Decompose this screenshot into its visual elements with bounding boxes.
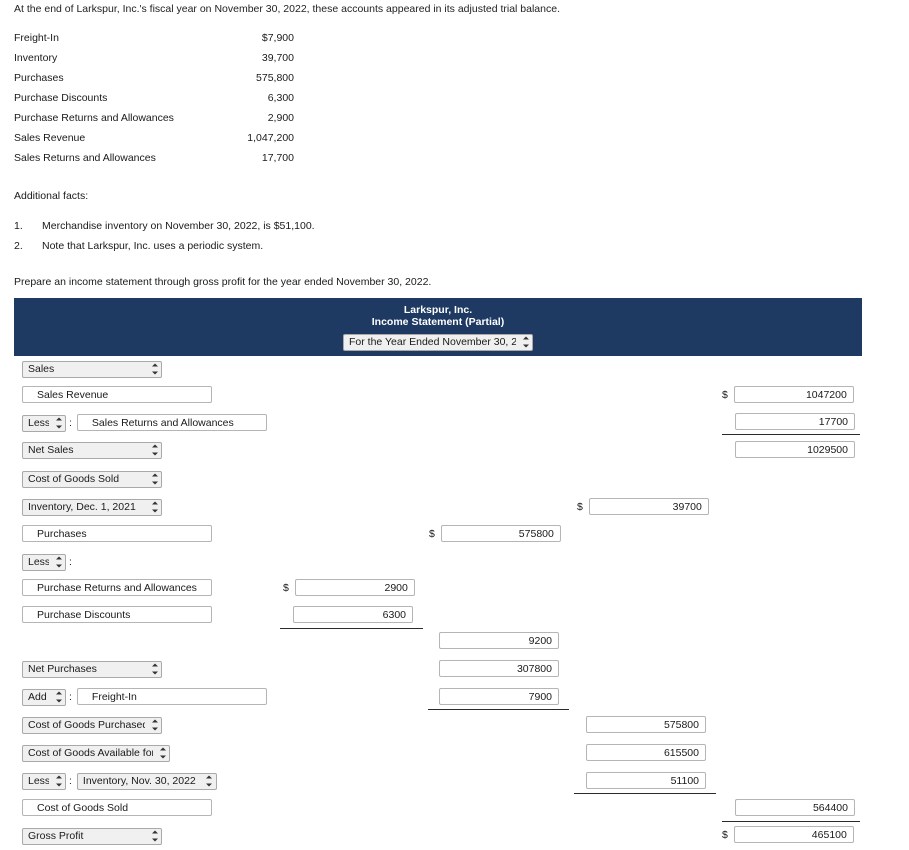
cogs-available-amount-input[interactable]: [586, 744, 706, 761]
gross-profit-amount-input[interactable]: [734, 826, 854, 843]
row-inventory-begin-amount: [577, 498, 709, 515]
net-purchases-select-wrapper[interactable]: [22, 659, 162, 678]
table-row: [14, 88, 314, 108]
subtotal-rule: [722, 434, 860, 435]
less-3-select[interactable]: [22, 773, 66, 790]
inventory-end-amount-input[interactable]: [586, 772, 706, 789]
account-amount: 1,047,200: [247, 132, 294, 144]
purchase-returns-amount-input[interactable]: [295, 579, 415, 596]
account-amount: 2,900: [267, 112, 294, 124]
account-label: Inventory: [14, 52, 58, 64]
row-sales-header: [22, 359, 162, 378]
row-less-2: [22, 552, 77, 571]
row-inventory-end-amount: [586, 772, 706, 789]
intro-text: At the end of Larkspur, Inc.'s fiscal year on November 30, 2022, these accounts appeared in its adjusted trial balance.: [14, 3, 560, 15]
dollar-sign: $: [283, 581, 289, 594]
row-cogs-purchased: [22, 715, 162, 734]
row-sales-returns: [22, 413, 267, 432]
colon-separator: :: [69, 416, 72, 429]
sales-revenue-label-input[interactable]: [22, 386, 212, 403]
statement-header-band: [14, 298, 862, 356]
cogs-purchased-select-wrapper[interactable]: [22, 715, 162, 734]
row-purchase-returns-amount: [283, 579, 415, 596]
trial-balance-table: [14, 28, 314, 168]
row-purchase-discounts: [22, 606, 212, 623]
subtotal-rule: [428, 709, 569, 710]
account-amount: 6,300: [267, 92, 294, 104]
row-sales-revenue-amount: [722, 386, 854, 403]
table-row: [14, 128, 314, 148]
subtotal-rule: [574, 793, 716, 794]
account-label: Purchase Returns and Allowances: [14, 112, 174, 124]
table-row: [14, 148, 314, 168]
dollar-sign: $: [577, 500, 583, 513]
row-sales-returns-amount: [735, 413, 855, 430]
sales-revenue-amount-input[interactable]: [734, 386, 854, 403]
subtotal-rule: [722, 821, 860, 822]
row-cogs-purchased-amount: [586, 716, 706, 733]
net-purchases-amount-input[interactable]: [439, 660, 559, 677]
net-sales-amount-input[interactable]: [735, 441, 855, 458]
fact-text: Note that Larkspur, Inc. uses a periodic system.: [42, 240, 264, 252]
sales-returns-amount-input[interactable]: [735, 413, 855, 430]
cogs-total-amount-input[interactable]: [735, 799, 855, 816]
add-select-wrapper[interactable]: [22, 687, 66, 706]
sales-returns-label-input[interactable]: [77, 414, 267, 431]
account-amount: 575,800: [256, 72, 294, 84]
additional-facts-heading: Additional facts:: [14, 190, 89, 202]
instruction-text: Prepare an income statement through gross profit for the year ended November 30, 2022.: [14, 276, 432, 288]
row-purchase-discounts-amount: [293, 606, 413, 623]
period-select-wrapper[interactable]: [343, 332, 533, 351]
inventory-begin-select[interactable]: [22, 499, 162, 516]
less-2-select-wrapper[interactable]: [22, 552, 66, 571]
net-sales-select-wrapper[interactable]: [22, 440, 162, 459]
net-purchases-select[interactable]: [22, 661, 162, 678]
row-purchase-returns: [22, 579, 212, 596]
row-cogs-header: [22, 469, 162, 488]
fact-number: 1.: [14, 220, 23, 232]
inventory-begin-amount-input[interactable]: [589, 498, 709, 515]
inventory-end-select[interactable]: [77, 773, 217, 790]
dollar-sign: $: [429, 527, 435, 540]
fact-number: 2.: [14, 240, 23, 252]
account-amount: $7,900: [261, 32, 294, 44]
cogs-available-select[interactable]: [22, 745, 170, 762]
row-gross-profit: [22, 826, 162, 845]
table-row: [14, 48, 314, 68]
purchase-returns-label-input[interactable]: [22, 579, 212, 596]
row-inventory-end: [22, 771, 217, 790]
row-purchases-amount: [429, 525, 561, 542]
account-label: Purchase Discounts: [14, 92, 108, 104]
row-freight-in: [22, 687, 267, 706]
purchase-discounts-label-input[interactable]: [22, 606, 212, 623]
row-net-sales-amount: [735, 441, 855, 458]
colon-separator: :: [69, 774, 72, 787]
dollar-sign: $: [722, 828, 728, 841]
purchases-label-input[interactable]: [22, 525, 212, 542]
net-sales-select[interactable]: [22, 442, 162, 459]
table-row: [14, 68, 314, 88]
list-item: [14, 236, 714, 256]
row-total-deductions-amount: [439, 632, 559, 649]
row-net-purchases-amount: [439, 660, 559, 677]
row-purchases: [22, 525, 212, 542]
inventory-end-select-wrapper[interactable]: [77, 771, 217, 790]
row-cogs-total: [22, 799, 212, 816]
cogs-header-select-wrapper[interactable]: [22, 469, 162, 488]
row-cogs-available-amount: [586, 744, 706, 761]
cogs-purchased-select[interactable]: [22, 717, 162, 734]
gross-profit-select-wrapper[interactable]: [22, 826, 162, 845]
statement-title: Income Statement (Partial): [371, 316, 505, 328]
row-cogs-total-amount: [735, 799, 855, 816]
colon-separator: :: [69, 690, 72, 703]
total-deductions-amount-input[interactable]: [439, 632, 559, 649]
account-label: Purchases: [14, 72, 64, 84]
dollar-sign: $: [722, 388, 728, 401]
company-name: Larkspur, Inc.: [403, 304, 473, 316]
less-1-select[interactable]: [22, 415, 66, 432]
row-net-sales: [22, 440, 162, 459]
period-select[interactable]: [343, 334, 533, 351]
row-net-purchases: [22, 659, 162, 678]
purchases-amount-input[interactable]: [441, 525, 561, 542]
inventory-begin-select-wrapper[interactable]: [22, 497, 162, 516]
cogs-purchased-amount-input[interactable]: [586, 716, 706, 733]
cogs-total-label-input[interactable]: [22, 799, 212, 816]
account-label: Sales Revenue: [14, 132, 86, 144]
gross-profit-select[interactable]: [22, 828, 162, 845]
sales-header-select[interactable]: [22, 361, 162, 378]
account-label: Sales Returns and Allowances: [14, 152, 156, 164]
less-3-select-wrapper[interactable]: [22, 771, 66, 790]
list-item: [14, 216, 714, 236]
cogs-header-select[interactable]: [22, 471, 162, 488]
freight-in-label-input[interactable]: [77, 688, 267, 705]
account-amount: 39,700: [261, 52, 294, 64]
table-row: [14, 108, 314, 128]
subtotal-rule: [280, 628, 423, 629]
cogs-available-select-wrapper[interactable]: [22, 743, 170, 762]
row-freight-in-amount: [439, 688, 559, 705]
add-select[interactable]: [22, 689, 66, 706]
row-sales-revenue: [22, 386, 212, 403]
sales-header-select-wrapper[interactable]: [22, 359, 162, 378]
freight-in-amount-input[interactable]: [439, 688, 559, 705]
fact-text: Merchandise inventory on November 30, 2022, is $51,100.: [42, 220, 315, 232]
colon-separator: :: [69, 555, 72, 568]
account-label: Freight-In: [14, 32, 59, 44]
table-row: [14, 28, 314, 48]
row-cogs-available: [22, 743, 170, 762]
row-inventory-begin: [22, 497, 162, 516]
additional-facts-list: [14, 216, 714, 256]
account-amount: 17,700: [261, 152, 294, 164]
row-gross-profit-amount: [722, 826, 854, 843]
less-2-select[interactable]: [22, 554, 66, 571]
purchase-discounts-amount-input[interactable]: [293, 606, 413, 623]
less-1-select-wrapper[interactable]: [22, 413, 66, 432]
